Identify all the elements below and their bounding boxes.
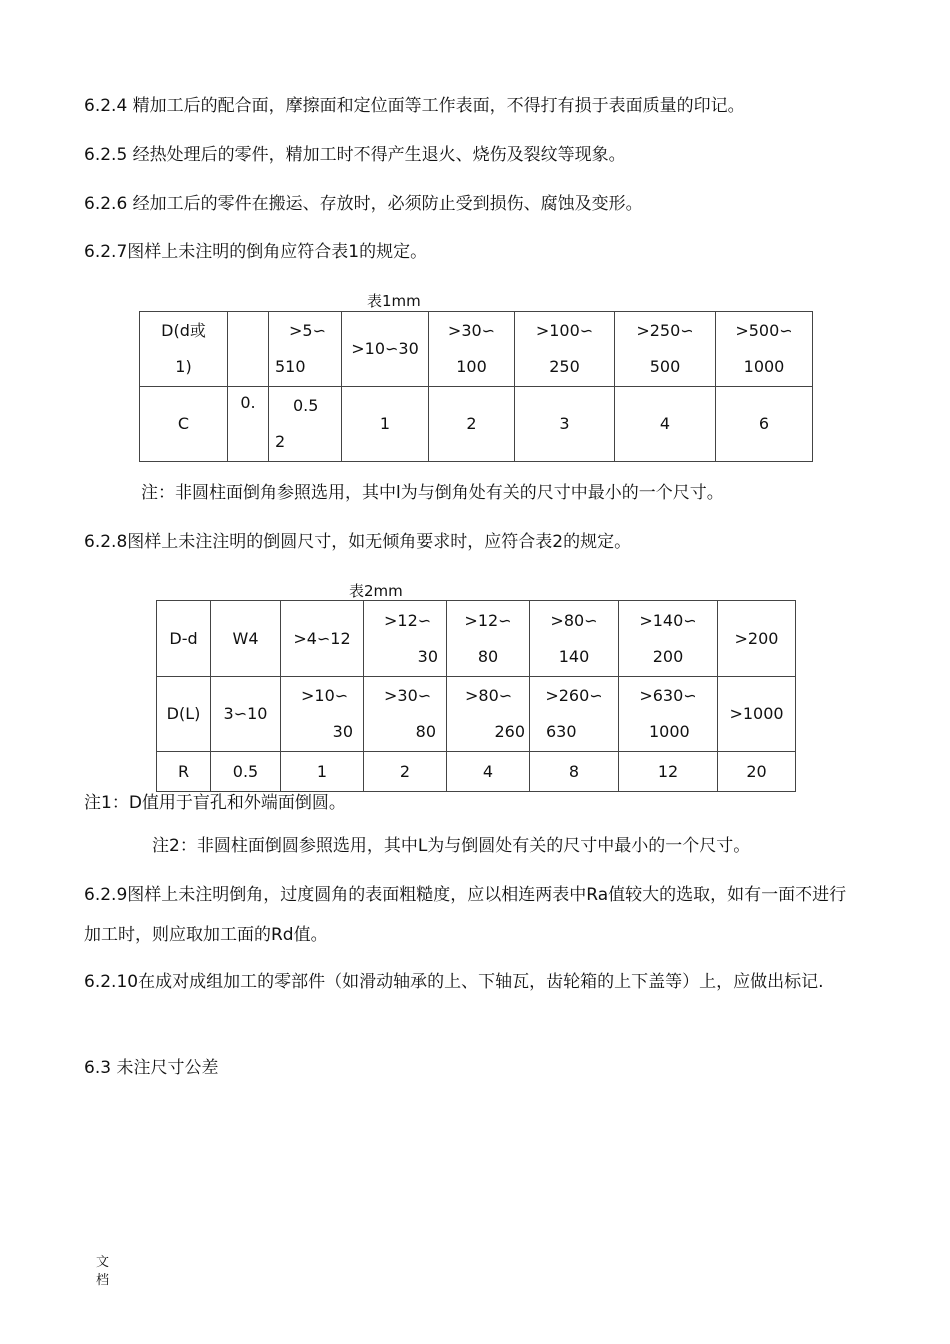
table2-cell: >4∽12 bbox=[281, 601, 364, 677]
table1-cell: 0.5 2 bbox=[269, 387, 342, 462]
table2-cell: >10∽ 30 bbox=[281, 677, 364, 752]
table2-cell: >80∽ 140 bbox=[530, 601, 619, 677]
table2-cell: 12 bbox=[619, 752, 718, 792]
table1-row1-header: D(d或 1) bbox=[140, 312, 228, 387]
table2-caption: 表2mm bbox=[349, 582, 403, 600]
paragraph-6-2-9: 6.2.9图样上未注明倒角，过度圆角的表面粗糙度，应以相连两表中Ra值较大的选取，如有一面不进行加工时，则应取加工面的Rd值。 bbox=[84, 885, 847, 945]
table1-cell: >30∽ 100 bbox=[429, 312, 515, 387]
footer-label bbox=[96, 1254, 110, 1290]
table2-cell: 1 bbox=[281, 752, 364, 792]
table1-caption: 表1mm bbox=[367, 292, 421, 310]
table2-cell: >140∽ 200 bbox=[619, 601, 718, 677]
table2-row-d-d bbox=[157, 601, 796, 677]
table2-row1-header: D-d bbox=[157, 601, 211, 677]
table1-cell bbox=[228, 312, 269, 387]
table2-cell: >260∽ 630 bbox=[530, 677, 619, 752]
table2-cell: >200 bbox=[718, 601, 796, 677]
paragraph-6-2-7: 6.2.7图样上未注明的倒角应符合表1的规定。 bbox=[84, 242, 428, 262]
table2-cell: >30∽ 80 bbox=[364, 677, 447, 752]
table1-note: 注：非圆柱面倒角参照选用，其中l为与倒角处有关的尺寸中最小的一个尺寸。 bbox=[141, 483, 724, 503]
table1-row-c bbox=[140, 387, 813, 462]
table2-note-2: 注2：非圆柱面倒圆参照选用，其中L为与倒圆处有关的尺寸中最小的一个尺寸。 bbox=[152, 836, 751, 856]
table2-cell: W4 bbox=[211, 601, 281, 677]
table2-cell: 0.5 bbox=[211, 752, 281, 792]
table1-cell: 0. bbox=[228, 387, 269, 462]
table2-cell: >12∽ 30 bbox=[364, 601, 447, 677]
footer-char: 档 bbox=[96, 1273, 110, 1288]
table2-row-r bbox=[157, 752, 796, 792]
table1-cell: 3 bbox=[515, 387, 615, 462]
table1-cell: >100∽ 250 bbox=[515, 312, 615, 387]
table2-cell: 3∽10 bbox=[211, 677, 281, 752]
table2-cell: >12∽ 80 bbox=[447, 601, 530, 677]
table1-row-dimension bbox=[140, 312, 813, 387]
table1-cell: 1 bbox=[342, 387, 429, 462]
footer-char: 文 bbox=[96, 1255, 110, 1270]
table2-cell: >1000 bbox=[718, 677, 796, 752]
table1-row2-header: C bbox=[140, 387, 228, 462]
table1-cell: >500∽ 1000 bbox=[716, 312, 813, 387]
table1 bbox=[139, 311, 813, 462]
table2-cell: 2 bbox=[364, 752, 447, 792]
table2-cell: >80∽ 260 bbox=[447, 677, 530, 752]
table2-cell: 4 bbox=[447, 752, 530, 792]
table2-cell: >630∽ 1000 bbox=[619, 677, 718, 752]
table1-cell: 4 bbox=[615, 387, 716, 462]
paragraph-6-2-5: 6.2.5 经热处理后的零件，精加工时不得产生退火、烧伤及裂纹等现象。 bbox=[84, 145, 626, 165]
paragraph-6-2-6: 6.2.6 经加工后的零件在搬运、存放时，必须防止受到损伤、腐蚀及变形。 bbox=[84, 194, 643, 214]
paragraph-6-2-4: 6.2.4 精加工后的配合面，摩擦面和定位面等工作表面，不得打有损于表面质量的印记。 bbox=[84, 96, 745, 116]
section-6-3-heading: 6.3 未注尺寸公差 bbox=[84, 1058, 219, 1078]
table1-cell: 6 bbox=[716, 387, 813, 462]
paragraph-6-2-10: 6.2.10在成对成组加工的零部件（如滑动轴承的上、下轴瓦，齿轮箱的上下盖等）上，应做出标记. bbox=[84, 972, 824, 992]
table2-row-d-l bbox=[157, 677, 796, 752]
paragraph-6-2-8: 6.2.8图样上未注注明的倒圆尺寸，如无倾角要求时，应符合表2的规定。 bbox=[84, 532, 632, 552]
table2-row2-header: D(L) bbox=[157, 677, 211, 752]
table2-row3-header: R bbox=[157, 752, 211, 792]
table1-cell: 2 bbox=[429, 387, 515, 462]
table2-note-1: 注1：D值用于盲孔和外端面倒圆。 bbox=[84, 793, 346, 813]
table1-cell: >5∽ 510 bbox=[269, 312, 342, 387]
table2 bbox=[156, 600, 796, 792]
table2-cell: 20 bbox=[718, 752, 796, 792]
table1-cell: >250∽ 500 bbox=[615, 312, 716, 387]
table2-cell: 8 bbox=[530, 752, 619, 792]
table1-cell: >10∽30 bbox=[342, 312, 429, 387]
